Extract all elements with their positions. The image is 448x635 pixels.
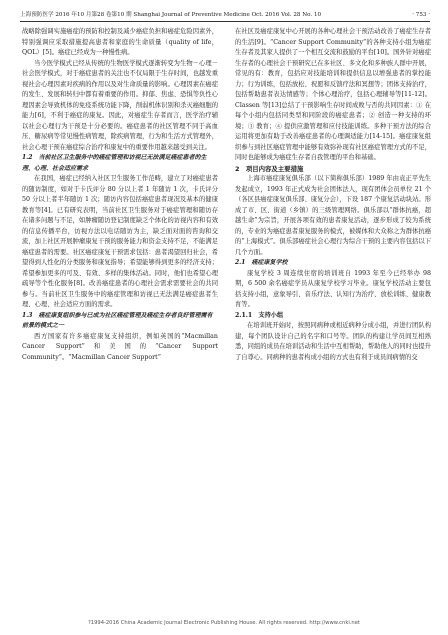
paragraph: 在培训班开始时，按照同病种或相近病种分成小组，并进行团队构建，每个团队设计自己的名字和口号等。团队的构建让学员间互相熟悉，同组的成员在培训活动和生活中互相帮助，帮助他人的同时也提升了自尊心。同病种的患者构成小组的方式也有利于成员间病情的交 (235, 322, 431, 361)
right-column (235, 27, 431, 363)
section-heading: 2.1 癌症康复学校 (235, 259, 288, 266)
left-column (22, 27, 218, 363)
paragraph: 在社区及癌症康复中心开展的各种心理社会干预活动改善了癌症生存者的生活[9]。“Cancer Support Community”的各种支持小组为癌症生存者及其家人提供了一个相互交流和鼓励的平台[10]。国外针对癌症生存者的心理社会干预研究已在多社区、多文化和多种族人群中开展，常见的有：教育，包括应对技能培训和提供信息以增强患者的掌控能力；行为训练，包括放松、祝愿和反馈疗法和冥想等；团体支持治疗，包括帮助患者表达情感等；个体心理治疗，包括心理辅导等[11-12]。Classen 等[13]总结了干预影响生存时间成败与否的共同因素：① 在每个小组内包括同类型和同阶段的癌症患者；② 创造一种支持的环境；③ 教育；④ 提供应激管理和应付技能训练。多种干预方法的综合运用将更加有助于改善癌症患者的心理调适能力[14-15]。癌症康复组织参与到社区癌症管理中能够有效弥补现有社区癌症管理方式的不足，同时也能够成为癌症生存者自我管理的平台和基础。 (235, 28, 431, 161)
paragraph: 上海市癌症康复俱乐部（以下简称俱乐部）1989 年由袁正平先生发起成立，1993 年正式成为社会团体法人，现有团体会员单位 21 个（各区县癌症康复俱乐部、康复分会），下设 187 个康复活动块站。形成了市、区、街道（乡镇）的三级管理网络。俱乐部以“群体抗癌，超越生命”为宗旨，开展各项有效的患者康复活动，逐步形成了较为系统的，专业的为癌症患者康复服务的模式，被媒体和大众称之为群体抗癌的“上海模式”。俱乐部癌症社会心理行为综合干预的主要内容包括以下几个方面。 (235, 175, 431, 256)
section-heading: 2 项目内容及主要措施 (235, 164, 304, 173)
paragraph: 西方国家有许多癌症康复支持组织，例如英国的“Macmillan Cancer Support”和美国的“Cancer Support Community”。“Macmillan Cancer Support” (22, 332, 218, 361)
paragraph: 在我国，癌症已经纳入社区卫生服务工作范畴，建立了对癌症患者的随访制度，如对于卡氏评分 80 分以上者 1 年随访 1 次，卡氏评分 50 分以上者半年随访 1 次；随访内容包括癌症患者现况及基本的健康教育等[4]。已有研究表明，当前社区卫生服务对于癌症管理和随访存在诸多问题与不足，如肿瘤随访登记制度缺乏个体化的访视内容和有效的信息传播平台，访视方法以电话随访为主，缺乏面对面的咨询和交流，加上社区开展肿瘤康复干预的服务能力和资金支持不足，不能满足癌症患者的需要。社区癌症康复干预需求包括：患者渴望回归社会，希望得到人性化的分类服务和康复指导；希望能够得到更多的经济支持；希望参加更多的可及、有效、多样的集体活动。同时，他们也希望心理疏导等个性化服务[8]。改善癌症患者的心理社会需求需要社会的共同参与。当前社区卫生服务中的癌症管理和访视已无法满足癌症患者生理、心理、社会适应方面的需求。 (22, 175, 218, 308)
header-journal-info: 上海预防医学 2016 年10 月第28 卷第10 期 Shanghai Journal of Preventive Medicine Oct. 2016 Vol. 28 No. 10 (20, 12, 322, 18)
running-header (20, 9, 430, 22)
header-page-number: · 753 · (412, 12, 430, 18)
section-heading: 1.3 癌症康复组织参与已成为社区癌症管理及癌症生存者良好管理需有前景的模式之一 (22, 311, 213, 329)
copyright-footer: ?1994-2016 China Academic Journal Electronic Publishing House. All rights reserved. http://www.cnki.net (88, 620, 360, 626)
paragraph: 康复学校 3 周连续住宿的培训班自 1993 年至今已经举办 98 期，6 500 余名癌症学员从康复学校学习毕业。康复学校活动主要包括支持小组，意象导引、音乐疗法、认知行为治疗、放松训练、健康教育等。 (235, 269, 431, 308)
paragraph: 当今医学模式已经从传统的生物医学模式逐渐转变为生物－心理－社会医学模式，对于癌症患者的关注也不仅局限于生存时间，也越发重视社会心理因素对疾病的作用以及对生命质量的影响。心理因素在癌症的发生、发展和转归中都有着重要的作用。抑郁、焦虑、恐惧等负性心理因素会导致机体的免疫系统功能下降，削弱机体识别和杀灭癌细胞的能力[6]，不利于癌症的康复。因此，对癌症生存者而言，医学治疗辅以社会心理行为干预是十分必要的。癌症患者的社区管理不同于高血压、糖尿病等常见慢性病管理，除疾病管理，行为和生活方式管理外，社会心理干预在癌症综合治疗和康复中的重要作用越来越受到关注。 (22, 59, 218, 151)
section-heading: 1.2 当前社区卫生服务中的癌症管理和访视已无法满足癌症患者的生理、心理、社会适应需求 (22, 154, 207, 172)
paragraph: 战略除强调实施癌症的预防和控制及减少癌症负担和癌症危险因素外，特别强调应采取措施提高患者和家庭的生命质量（quality of life，QOL）[5]。癌症已经成为一种慢性病。 (22, 28, 218, 56)
section-heading: 2.1.1 支持小组 (235, 311, 284, 319)
